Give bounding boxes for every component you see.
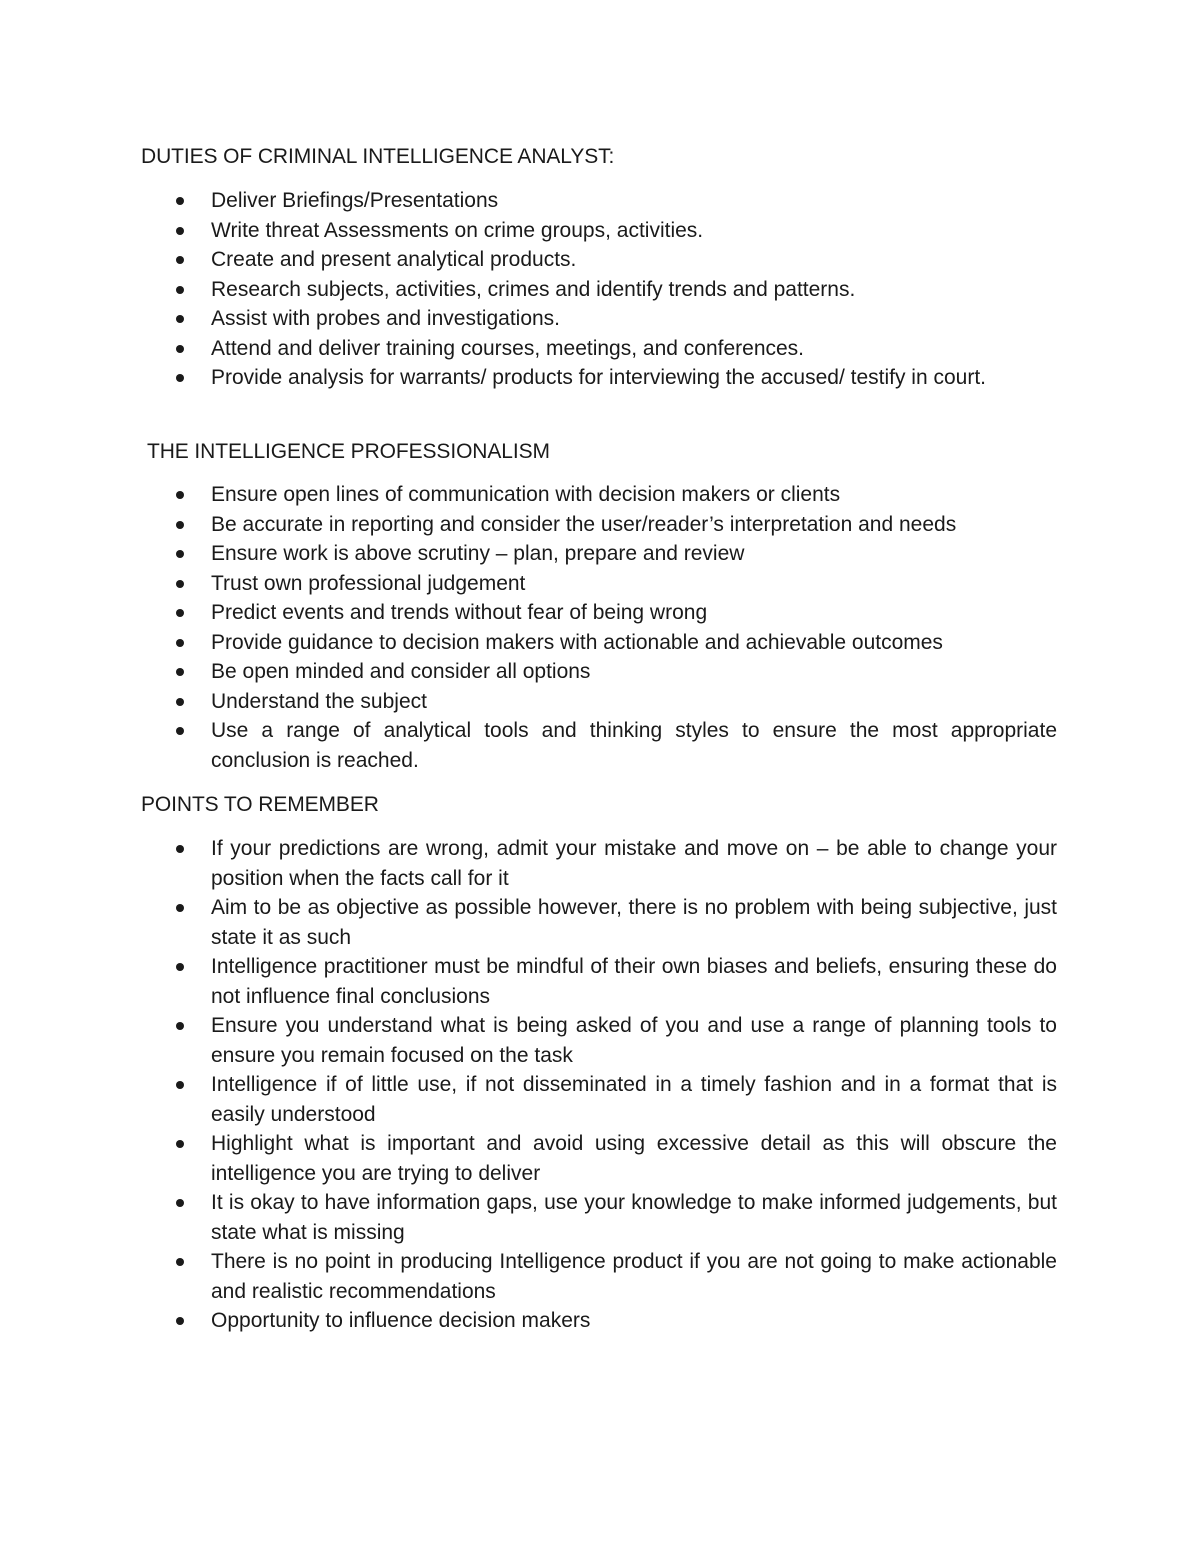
list-item: Attend and deliver training courses, meetings, and conferences. xyxy=(0,334,1057,364)
bullet-icon xyxy=(176,668,184,676)
bullet-icon xyxy=(176,963,184,971)
list-item: Opportunity to influence decision makers xyxy=(0,1306,1057,1336)
heading-professionalism: THE INTELLIGENCE PROFESSIONALISM xyxy=(147,440,550,463)
bullet-icon xyxy=(176,698,184,706)
bullet-icon xyxy=(176,286,184,294)
list-item: Use a range of analytical tools and thinking styles to ensure the most appropriate conclusion is reached. xyxy=(0,716,1057,775)
list-item: Ensure you understand what is being asked of you and use a range of planning tools to ensure you remain focused on the task xyxy=(0,1011,1057,1070)
points-list xyxy=(0,834,1200,1336)
heading-duties: DUTIES OF CRIMINAL INTELLIGENCE ANALYST: xyxy=(141,145,615,168)
duties-list xyxy=(0,186,1200,393)
bullet-icon xyxy=(176,609,184,617)
bullet-icon xyxy=(176,1258,184,1266)
list-item: Be accurate in reporting and consider the user/reader’s interpretation and needs xyxy=(0,510,1057,540)
list-item: There is no point in producing Intelligence product if you are not going to make actionable and realistic recommendations xyxy=(0,1247,1057,1306)
list-item: Intelligence practitioner must be mindful of their own biases and beliefs, ensuring these do not influence final conclusions xyxy=(0,952,1057,1011)
list-item: Assist with probes and investigations. xyxy=(0,304,1057,334)
bullet-icon xyxy=(176,845,184,853)
bullet-icon xyxy=(176,1199,184,1207)
bullet-icon xyxy=(176,345,184,353)
bullet-icon xyxy=(176,315,184,323)
bullet-icon xyxy=(176,580,184,588)
bullet-icon xyxy=(176,550,184,558)
list-item: Research subjects, activities, crimes and identify trends and patterns. xyxy=(0,275,1057,305)
list-item: Ensure open lines of communication with decision makers or clients xyxy=(0,480,1057,510)
bullet-icon xyxy=(176,256,184,264)
bullet-icon xyxy=(176,197,184,205)
bullet-icon xyxy=(176,227,184,235)
list-item: Provide guidance to decision makers with actionable and achievable outcomes xyxy=(0,628,1057,658)
list-item: Create and present analytical products. xyxy=(0,245,1057,275)
bullet-icon xyxy=(176,521,184,529)
bullet-icon xyxy=(176,491,184,499)
bullet-icon xyxy=(176,904,184,912)
bullet-icon xyxy=(176,727,184,735)
bullet-icon xyxy=(176,1081,184,1089)
list-item: It is okay to have information gaps, use your knowledge to make informed judgements, but state what is missing xyxy=(0,1188,1057,1247)
list-item: Write threat Assessments on crime groups, activities. xyxy=(0,216,1057,246)
list-item: Deliver Briefings/Presentations xyxy=(0,186,1057,216)
list-item: Provide analysis for warrants/ products for interviewing the accused/ testify in court. xyxy=(0,363,1057,393)
list-item: Intelligence if of little use, if not disseminated in a timely fashion and in a format that is easily understood xyxy=(0,1070,1057,1129)
bullet-icon xyxy=(176,374,184,382)
list-item: Predict events and trends without fear of being wrong xyxy=(0,598,1057,628)
professionalism-list xyxy=(0,480,1200,775)
list-item: Be open minded and consider all options xyxy=(0,657,1057,687)
bullet-icon xyxy=(176,1317,184,1325)
list-item: Highlight what is important and avoid using excessive detail as this will obscure the intelligence you are trying to deliver xyxy=(0,1129,1057,1188)
list-item: Ensure work is above scrutiny – plan, prepare and review xyxy=(0,539,1057,569)
bullet-icon xyxy=(176,639,184,647)
bullet-icon xyxy=(176,1140,184,1148)
list-item: Aim to be as objective as possible however, there is no problem with being subjective, just state it as such xyxy=(0,893,1057,952)
list-item: If your predictions are wrong, admit your mistake and move on – be able to change your position when the facts call for it xyxy=(0,834,1057,893)
list-item: Trust own professional judgement xyxy=(0,569,1057,599)
bullet-icon xyxy=(176,1022,184,1030)
heading-points-to-remember: POINTS TO REMEMBER xyxy=(141,793,379,816)
list-item: Understand the subject xyxy=(0,687,1057,717)
